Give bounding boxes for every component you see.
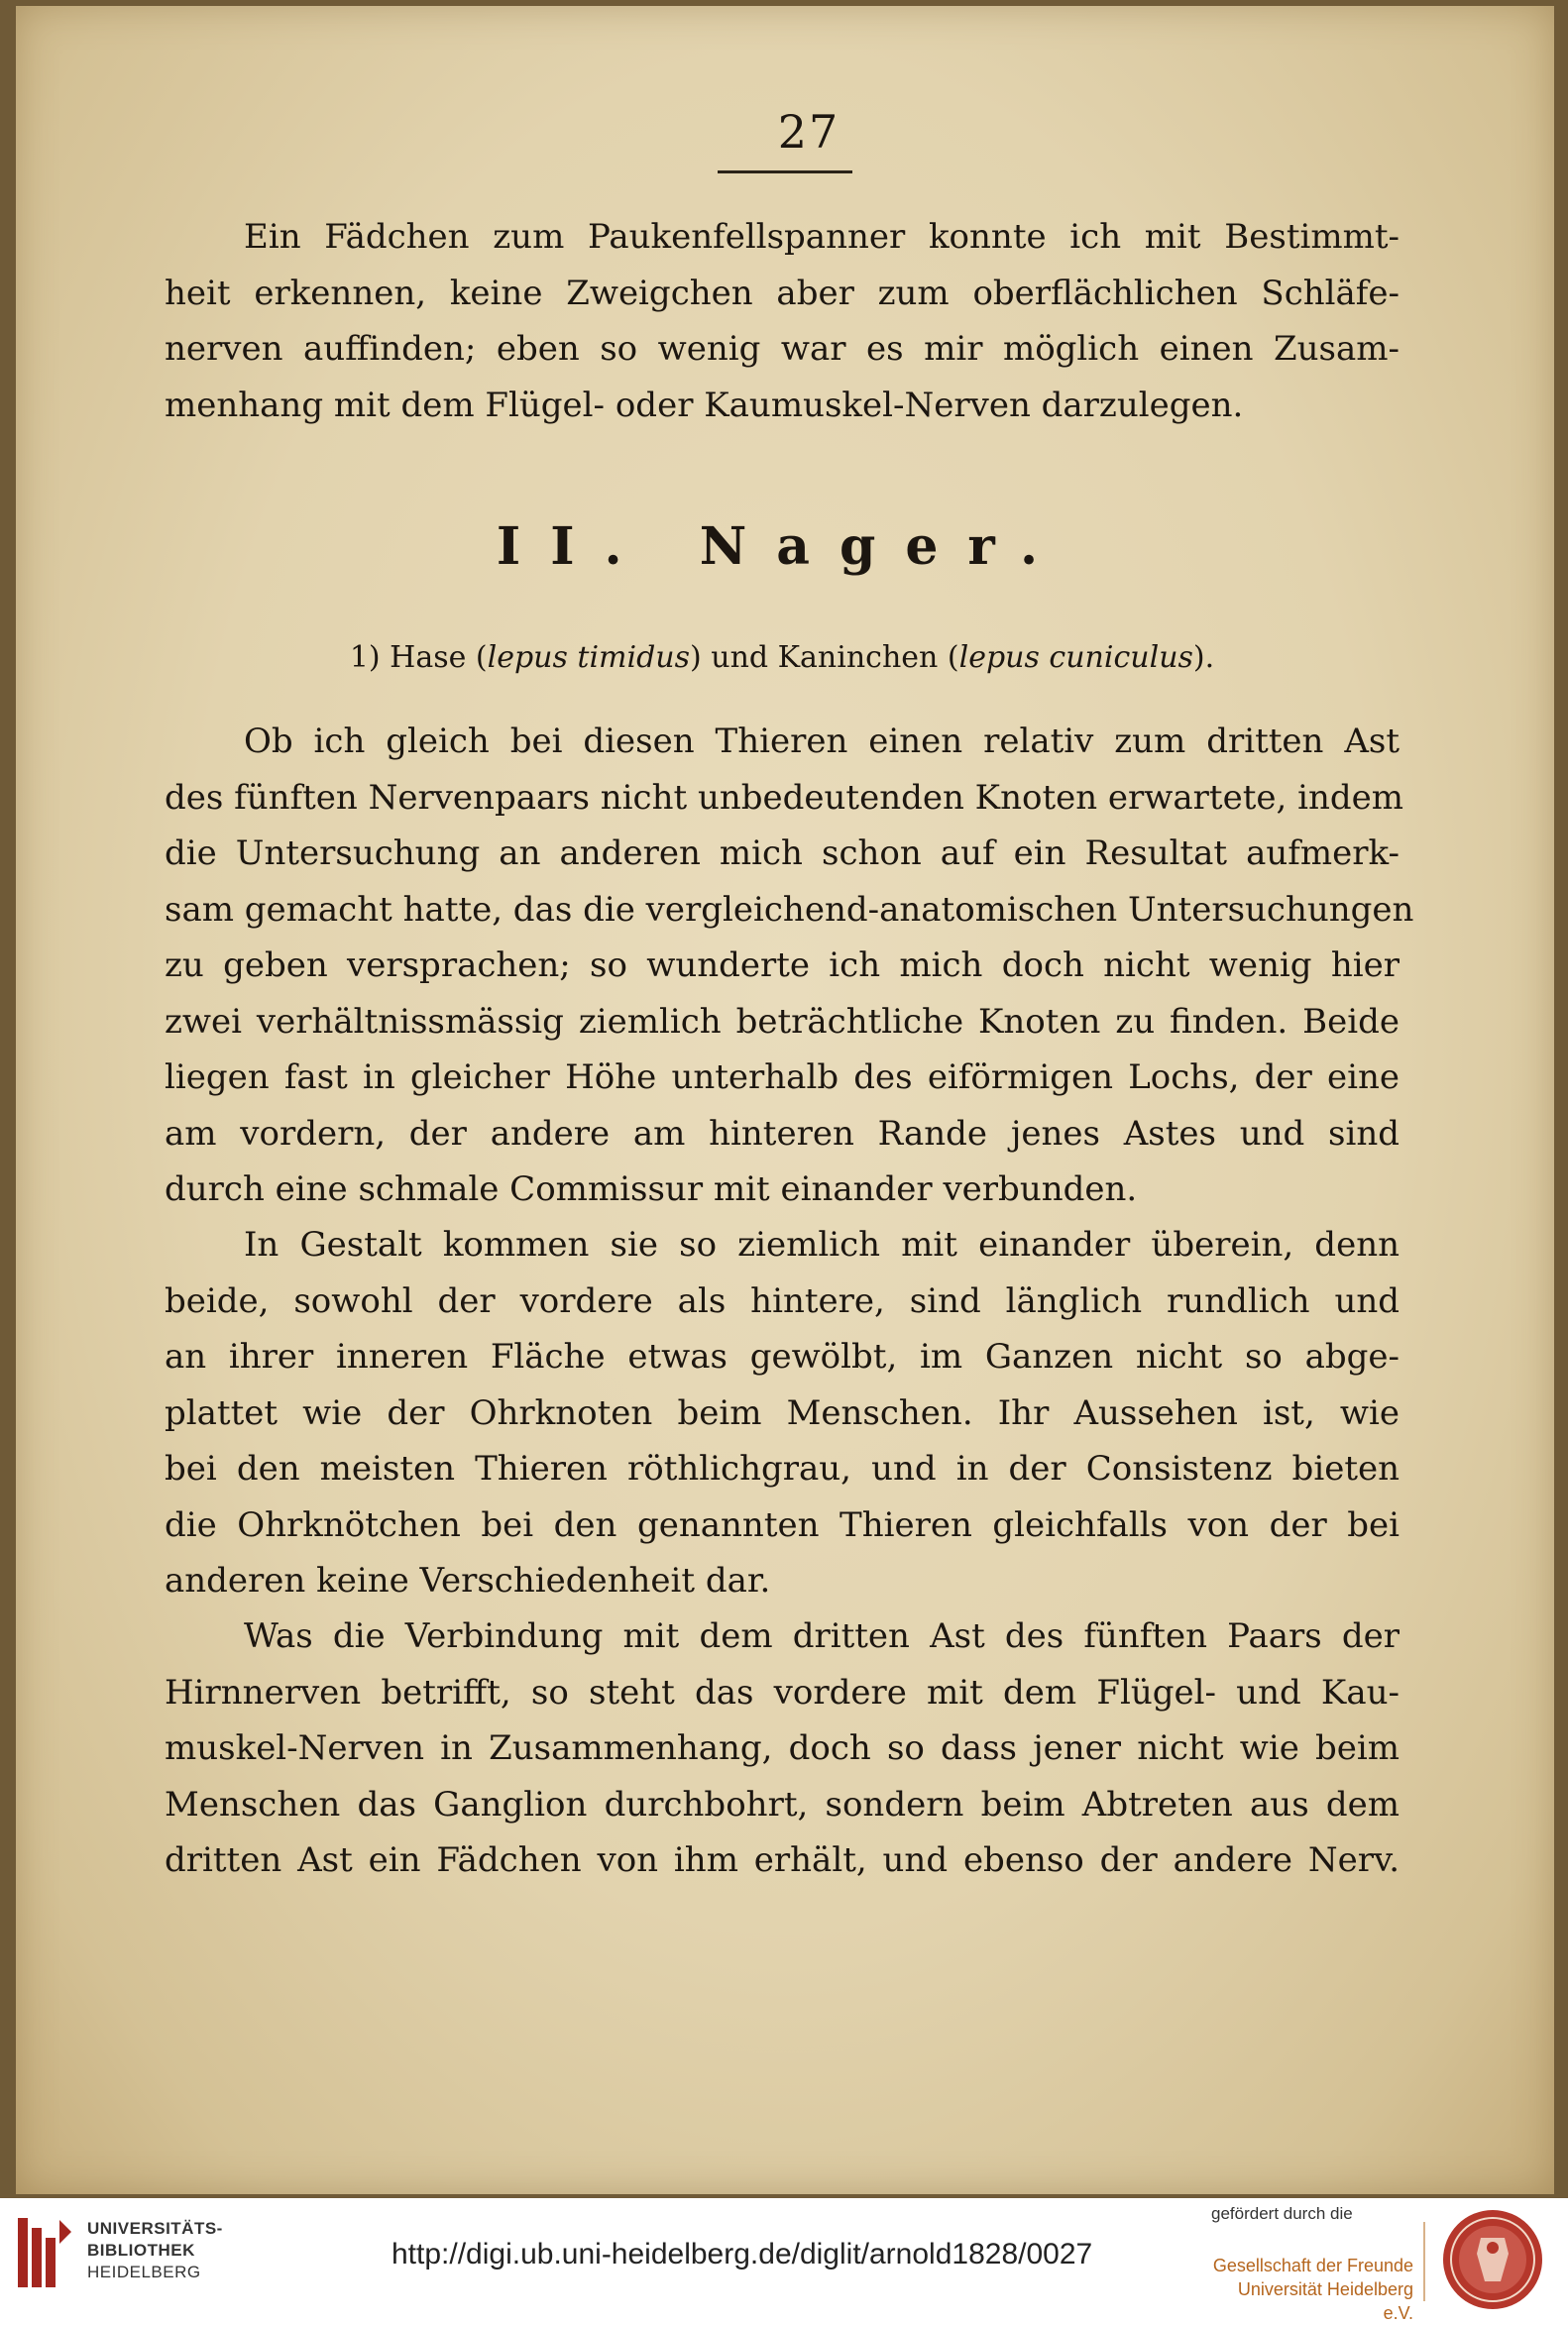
text-line: nerven auffinden; eben so wenig war es mir möglich einen Zusam-	[165, 329, 1400, 369]
paragraph-4	[165, 1608, 1400, 1889]
text-line: menhang mit dem Flügel- oder Kaumuskel-Nerven darzulegen.	[165, 385, 1244, 425]
text-line: Was die Verbindung mit dem dritten Ast des fünften Paars der	[244, 1616, 1400, 1656]
society-name-line-1: Gesellschaft der Freunde	[1212, 2256, 1413, 2275]
library-name-line-2: BIBLIOTHEK	[87, 2241, 195, 2260]
subheading-middle: ) und Kaninchen (	[690, 640, 959, 675]
text-line: des fünften Nervenpaars nicht unbedeutenden Knoten erwartete, indem	[165, 777, 1404, 818]
paragraph-2	[165, 714, 1414, 1218]
subheading-latin-1: lepus timidus	[487, 640, 691, 675]
text-line: liegen fast in gleicher Höhe unterhalb des eiförmigen Lochs, der eine	[165, 1057, 1400, 1097]
university-library-logo-icon	[14, 2214, 73, 2291]
text-line: heit erkennen, keine Zweigchen aber zum oberflächlichen Schläfe-	[165, 273, 1400, 313]
library-name	[87, 2218, 223, 2283]
funded-by-label: gefördert durch die	[1211, 2204, 1353, 2223]
footer-divider	[1423, 2222, 1425, 2301]
university-seal-icon	[1441, 2208, 1544, 2311]
text-line: die Untersuchung an anderen mich schon auf ein Resultat aufmerk-	[165, 833, 1400, 873]
text-line: zwei verhältnissmässig ziemlich beträchtliche Knoten zu finden. Beide	[165, 1001, 1400, 1042]
text-line: durch eine schmale Commissur mit einander verbunden.	[165, 1169, 1138, 1209]
footer-bar	[0, 2198, 1568, 2323]
text-line: anderen keine Verschiedenheit dar.	[165, 1561, 771, 1601]
text-line: sam gemacht hatte, das die vergleichend-anatomischen Untersuchungen	[165, 889, 1414, 930]
society-name	[1205, 2254, 1413, 2325]
subheading-prefix: 1) Hase (	[349, 640, 488, 675]
subheading-latin-2: lepus cuniculus	[958, 640, 1193, 675]
library-name-line-1: UNIVERSITÄTS-	[87, 2219, 223, 2238]
library-name-line-3: HEIDELBERG	[87, 2263, 201, 2281]
society-name-line-2: Universität Heidelberg e.V.	[1237, 2279, 1413, 2323]
text-line: plattet wie der Ohrknoten beim Menschen. Ihr Aussehen ist, wie	[165, 1392, 1400, 1433]
page-number-rule	[718, 170, 852, 173]
text-line: Hirnnerven betrifft, so steht das vordere mit dem Flügel- und Kau-	[165, 1672, 1400, 1713]
text-line: Ein Fädchen zum Paukenfellspanner konnte ich mit Bestimmt-	[244, 217, 1400, 257]
permalink-url[interactable]: http://digi.ub.uni-heidelberg.de/diglit/arnold1828/0027	[392, 2238, 1093, 2270]
paragraph-1	[165, 209, 1400, 433]
section-subheading	[165, 640, 1400, 675]
page-number: 27	[777, 105, 840, 159]
subheading-suffix: ).	[1192, 640, 1215, 675]
text-line: bei den meisten Thieren röthlichgrau, und in der Consistenz bieten	[165, 1449, 1400, 1489]
text-line: In Gestalt kommen sie so ziemlich mit einander überein, denn	[244, 1225, 1400, 1265]
text-line: Ob ich gleich bei diesen Thieren einen relativ zum dritten Ast	[244, 721, 1400, 761]
section-heading: II. Nager.	[496, 516, 1068, 577]
text-line: an ihrer inneren Fläche etwas gewölbt, im Ganzen nicht so abge-	[165, 1337, 1400, 1377]
text-line: muskel-Nerven in Zusammenhang, doch so dass jener nicht wie beim	[165, 1728, 1400, 1768]
text-line: am vordern, der andere am hinteren Rande jenes Astes und sind	[165, 1113, 1400, 1154]
text-line: beide, sowohl der vordere als hintere, sind länglich rundlich und	[165, 1280, 1400, 1321]
paper-sheet	[16, 6, 1554, 2194]
text-line: dritten Ast ein Fädchen von ihm erhält, und ebenso der andere Nerv.	[165, 1840, 1400, 1880]
text-line: zu geben versprachen; so wunderte ich mich doch nicht wenig hier	[165, 945, 1400, 985]
text-line: die Ohrknötchen bei den genannten Thieren gleichfalls von der bei	[165, 1504, 1400, 1545]
paragraph-3	[165, 1217, 1400, 1609]
text-line: Menschen das Ganglion durchbohrt, sondern beim Abtreten aus dem	[165, 1784, 1400, 1825]
